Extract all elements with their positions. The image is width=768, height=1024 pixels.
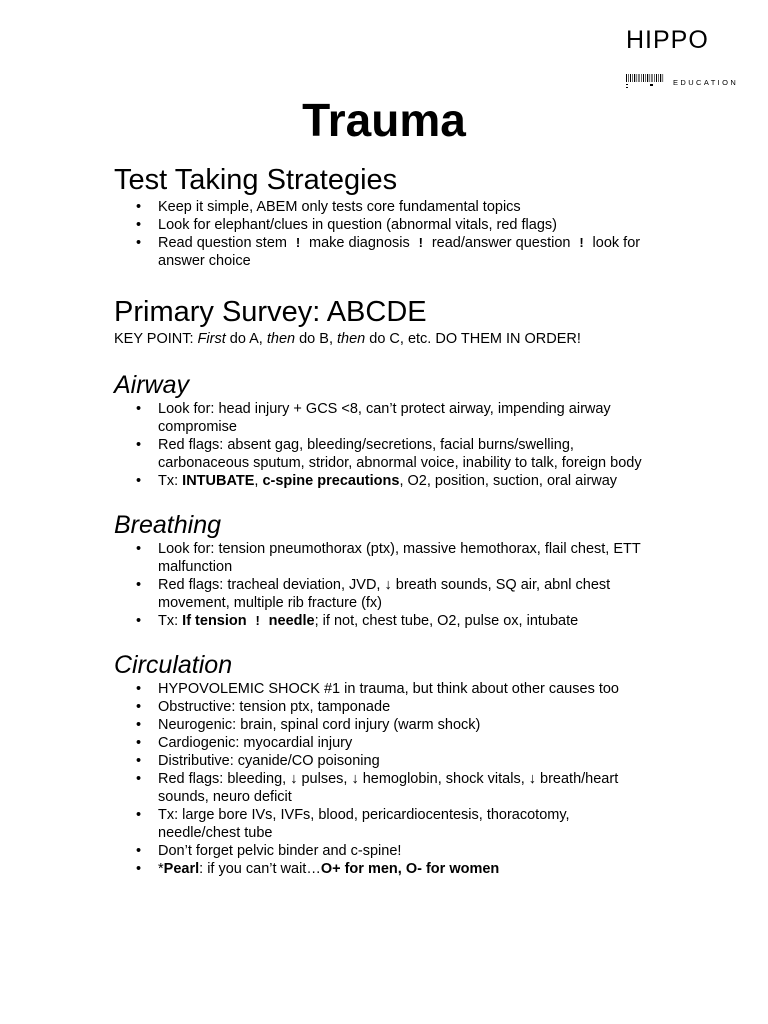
list-item-text: , O2, position, suction, oral airway (399, 473, 618, 489)
page-title: Trauma (302, 94, 466, 146)
section-primary-survey (114, 294, 654, 348)
emphasis: First (197, 331, 226, 347)
list-item-text: Read question stem (158, 235, 291, 251)
bullet-list (114, 540, 654, 630)
bullet-list (114, 400, 654, 490)
list-item: • Don’t forget pelvic binder and c-spine! (114, 842, 654, 860)
list-item: • Keep it simple, ABEM only tests core fundamental topics (114, 198, 654, 216)
list-item-text: look for answer choice (158, 235, 641, 269)
list-item: • Tx: large bore IVs, IVFs, blood, pericardiocentesis, thoracotomy, needle/chest tube (114, 806, 654, 842)
list-item (114, 612, 654, 630)
list-item: • Cardiogenic: myocardial injury (114, 734, 654, 752)
list-item-text: ; if not, chest tube, O2, pulse ox, intubate (314, 613, 579, 629)
bold-text: INTUBATE (182, 473, 255, 489)
list-item: • Obstructive: tension ptx, tamponade (114, 698, 654, 716)
bold-text: needle (264, 613, 315, 629)
list-item: • HYPOVOLEMIC SHOCK #1 in trauma, but think about other causes too (114, 680, 654, 698)
bold-text: c-spine precautions (262, 473, 400, 489)
arrow-glyph: ! (255, 613, 260, 628)
key-point-text: do C, etc. DO THEM IN ORDER! (365, 331, 581, 347)
list-item: • Red flags: tracheal deviation, JVD, ↓ breath sounds, SQ air, abnl chest movement, multiple rib fracture (fx) (114, 576, 654, 612)
subsection-heading: Circulation (114, 651, 233, 679)
section-airway (114, 370, 654, 490)
list-item: • Neurogenic: brain, spinal cord injury (warm shock) (114, 716, 654, 734)
arrow-glyph: ! (295, 235, 301, 250)
key-point-text: do B, (295, 331, 338, 347)
key-point (114, 330, 654, 348)
list-item (114, 234, 654, 270)
key-point-label: KEY POINT: (114, 331, 198, 347)
list-item: • Red flags: bleeding, ↓ pulses, ↓ hemoglobin, shock vitals, ↓ breath/heart sounds, neuro deficit (114, 770, 654, 806)
section-breathing (114, 510, 654, 630)
list-item-text: : if you can’t wait… (199, 861, 321, 877)
subsection-heading: Breathing (114, 511, 222, 539)
bold-text: O+ for men, O- for women (320, 861, 500, 877)
logo-wordmark: HIPPO (626, 26, 709, 54)
list-item-text: read/answer question (427, 235, 575, 251)
section-test-taking (114, 162, 654, 270)
document-body (114, 162, 654, 878)
subsection-heading: Airway (114, 371, 190, 399)
list-item: • Look for: tension pneumothorax (ptx), massive hemothorax, flail chest, ETT malfunction (114, 540, 654, 576)
bullet-list (114, 680, 654, 878)
key-point-text: do A, (225, 331, 267, 347)
list-item-text: , (254, 473, 263, 489)
logo-subtitle: EDUCATION (673, 78, 739, 87)
list-item: • Distributive: cyanide/CO poisoning (114, 752, 654, 770)
arrow-glyph: ! (579, 235, 584, 250)
list-item-text: make diagnosis (305, 235, 414, 251)
list-item-text: Tx: (158, 613, 183, 629)
list-item (114, 472, 654, 490)
bold-text: Pearl (163, 861, 200, 877)
bullet-list (114, 198, 654, 270)
section-heading: Test Taking Strategies (114, 164, 398, 196)
hippo-education-logo (626, 26, 746, 87)
bold-text: If tension (182, 613, 251, 629)
list-item (114, 860, 654, 878)
list-item: • Look for elephant/clues in question (abnormal vitals, red flags) (114, 216, 654, 234)
list-item: • Look for: head injury + GCS <8, can’t protect airway, impending airway compromise (114, 400, 654, 436)
list-item-text: Tx: (158, 473, 183, 489)
emphasis: then (266, 331, 296, 347)
section-circulation (114, 650, 654, 878)
emphasis: then (337, 331, 366, 347)
list-item-text: * (158, 861, 164, 877)
list-item: • Red flags: absent gag, bleeding/secretions, facial burns/swelling, carbonaceous sputum, stridor, abnormal voice, inability to talk, foreign body (114, 436, 654, 472)
arrow-glyph: ! (418, 235, 423, 250)
section-heading: Primary Survey: ABCDE (114, 296, 427, 328)
logo-barcode-icon (626, 74, 666, 94)
